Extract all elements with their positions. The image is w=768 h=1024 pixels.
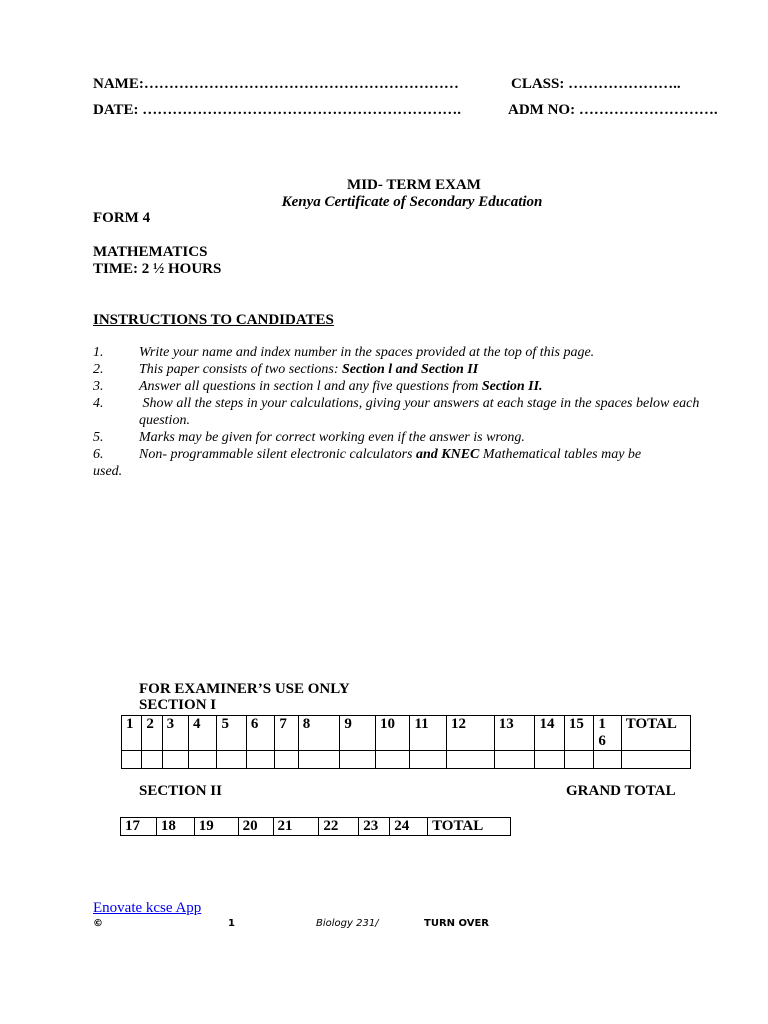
time-label: TIME: 2 ½ HOURS [93,261,222,277]
score-column-header: 15 [564,716,593,751]
score-cell[interactable] [594,751,621,769]
score-cell[interactable] [410,751,447,769]
instruction-item [93,446,733,463]
date-field: DATE: ………………………………………………………. [93,102,462,118]
score-column-header: 10 [375,716,410,751]
score-column-header: 3 [162,716,188,751]
copyright-symbol: © [93,918,103,929]
section-1-score-table [121,715,691,769]
score-cell[interactable] [535,751,564,769]
score-column-header: 18 [156,818,194,836]
score-column-header: 7 [275,716,298,751]
enovate-app-link[interactable]: Enovate kcse App [93,900,202,916]
score-column-header: 5 [217,716,246,751]
instruction-number: 5. [93,430,104,445]
score-cell[interactable] [217,751,246,769]
instruction-number: 3. [93,379,104,394]
section-1-label: SECTION I [139,697,217,713]
score-cell[interactable] [494,751,535,769]
score-column-header: 1 6 [594,716,621,751]
page-number: 1 [228,918,235,929]
score-column-header: 8 [298,716,340,751]
score-cell[interactable] [162,751,188,769]
instruction-number: 4. [93,396,104,411]
instruction-text-part: Non- programmable silent electronic calculators [139,447,416,462]
score-column-header: 17 [121,818,157,836]
instruction-text: Marks may be given for correct working even if the answer is wrong. [139,430,525,445]
instruction-text-part: This paper consists of two sections: [139,362,343,377]
adm-no-field: ADM NO: ………………………. [508,102,718,118]
exam-title: MID- TERM EXAM [347,177,481,193]
instruction-text [139,446,733,463]
instructions-heading: INSTRUCTIONS TO CANDIDATES [93,312,334,328]
score-cell[interactable] [189,751,217,769]
score-column-header: 21 [273,818,319,836]
instruction-item [93,429,733,446]
instructions-list [93,344,733,480]
score-column-header: 12 [447,716,495,751]
subject-label: MATHEMATICS [93,244,208,260]
instruction-text: used. [93,464,123,479]
instruction-text: Show all the steps in your calculations, giving your answers at each stage in the spaces below each question. [139,396,703,428]
score-column-header: 23 [359,818,390,836]
score-column-header: 22 [319,818,359,836]
instruction-text: Write your name and index number in the spaces provided at the top of this page. [139,345,595,360]
score-column-header: 20 [238,818,273,836]
instruction-emphasis: Section l and Section II [342,362,479,377]
score-cell[interactable] [564,751,593,769]
score-column-header: TOTAL [428,818,511,836]
instruction-number: 1. [93,345,104,360]
score-cell[interactable] [122,751,142,769]
score-column-header: TOTAL [621,716,690,751]
score-column-header: 11 [410,716,447,751]
score-column-header: 9 [340,716,376,751]
section-2-label: SECTION II [139,783,222,799]
grand-total-label: GRAND TOTAL [566,783,676,799]
form-label: FORM 4 [93,210,151,226]
instruction-text [139,361,733,378]
instruction-emphasis: and KNEC [415,447,480,462]
score-cell[interactable] [298,751,340,769]
instruction-emphasis: Section II. [481,379,543,394]
turn-over-label: TURN OVER [424,918,489,929]
score-column-header: 2 [142,716,162,751]
section-2-header-row [121,818,511,836]
instruction-continuation [93,463,733,480]
score-column-header: 13 [494,716,535,751]
score-column-header: 24 [390,818,428,836]
score-cell[interactable] [246,751,274,769]
instruction-item [93,378,733,395]
score-column-header: 4 [189,716,217,751]
instruction-item [93,361,733,378]
instruction-number: 6. [93,447,104,462]
exam-board: Kenya Certificate of Secondary Education [281,194,543,210]
section-1-score-row [122,751,691,769]
score-cell[interactable] [447,751,495,769]
score-column-header: 6 [246,716,274,751]
instruction-text-part: Mathematical tables may be [479,447,642,462]
section-2-score-table [120,817,511,836]
score-cell[interactable] [142,751,162,769]
score-column-header: 19 [194,818,238,836]
instruction-text [139,378,733,395]
subject-code: Biology 231/ [316,918,379,929]
examiner-heading: FOR EXAMINER’S USE ONLY [139,681,350,697]
score-cell[interactable] [340,751,376,769]
name-field: NAME:……………………………………………………… [93,76,459,92]
score-column-header: 1 [122,716,142,751]
instruction-item [93,395,733,429]
score-cell[interactable] [621,751,690,769]
instruction-text-part: Answer all questions in section l and any five questions from [139,379,482,394]
section-1-header-row [122,716,691,751]
instruction-number: 2. [93,362,104,377]
score-cell[interactable] [375,751,410,769]
class-field: CLASS: ………………….. [511,76,681,92]
score-cell[interactable] [275,751,298,769]
instruction-item [93,344,733,361]
score-column-header: 14 [535,716,564,751]
